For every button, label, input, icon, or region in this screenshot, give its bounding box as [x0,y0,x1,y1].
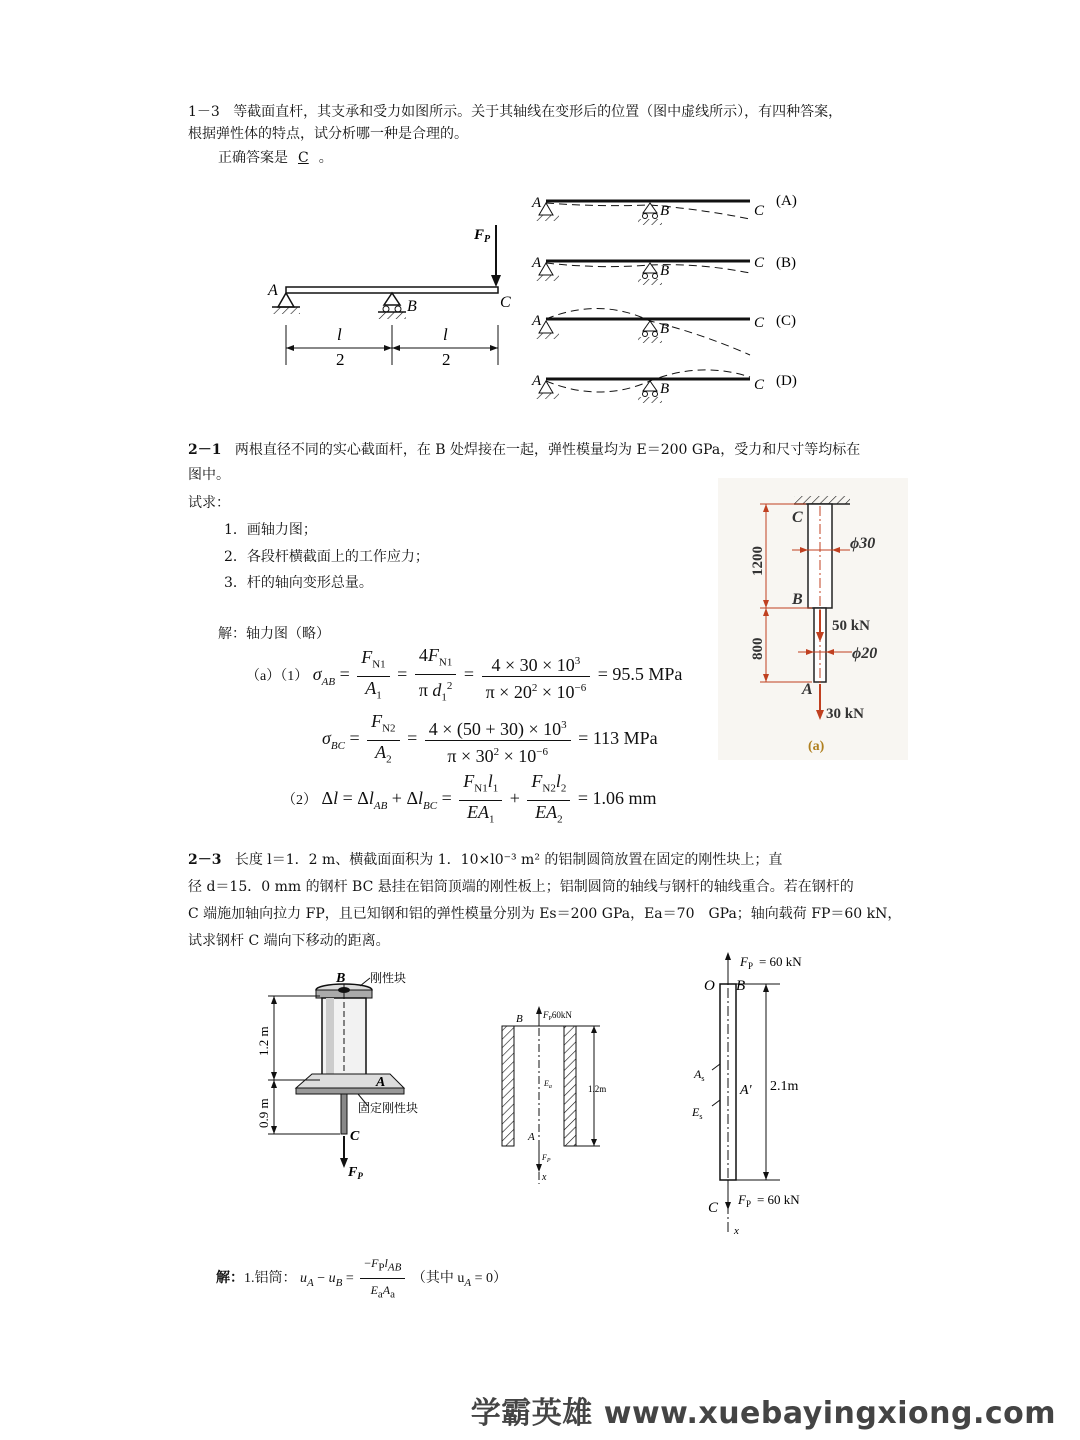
p13-answer-prefix: 正确答案是 [218,150,288,166]
p21-label: 2－1 [188,442,222,458]
p21-label-b: B [792,591,803,608]
p23-fig3-x: x [734,1225,739,1235]
opt-d-label-b: B [660,381,670,397]
p23-fig2-a: A [528,1131,535,1143]
p23-line3: C 端施加轴向拉力 FP，且已知钢和铝的弹性模量分别为 Es＝200 GPa，Ea＝70 GPa；轴向载荷 FP＝60 kN， [188,906,902,922]
p13-answer: C [298,150,309,166]
p23-line4: 试求钢杆 C 端向下移动的距离。 [188,933,390,949]
p23-fig2-fp: $F_P60kN$ [543,1010,572,1022]
p23-fig3-o: O [704,978,715,994]
p21-len-800: 800 [750,637,766,660]
p21-label-a: A [802,681,813,698]
p23-label: 2－3 [188,852,222,868]
p13-label-c: C [500,294,511,311]
eq3-result: = 1.06 mm [577,788,657,809]
p23-sol-note2: = 0） [474,1271,507,1287]
opt-a-label-a: A [532,195,542,211]
opt-d-label-c: C [754,377,765,393]
p21-eq2: $\sigma_{BC}$ = $\frac{F_{N2}}{A_2}$ = $\frac{4 \times (50 + 30) \times 10^3}{\pi \times 30^2 \times 10^{-6}}$ = 113 MPa [322,711,658,766]
p23-fig2-x: x [542,1172,547,1183]
p23-line2: 径 d＝15．0 mm 的钢杆 BC 悬挂在铝筒顶端的刚性板上；铝制圆筒的轴线与钢杆的轴线重合。若在钢杆的 [188,879,854,895]
p23-fig1-fixed: 固定刚性块 [358,1101,419,1115]
option-b-diagram [531,255,796,285]
p23-fig2-len: 1.2m [588,1084,607,1094]
opt-b-label-b: B [660,263,670,279]
p23-fig3-b: B [736,978,746,994]
p13-dim-21: 2 [336,350,345,369]
p23-fig1-len1: 1.2 m [256,1026,271,1056]
p21-caption: (a) [808,739,825,754]
p23-fig1-a: A [376,1075,386,1090]
p21-text1: 两根直径不同的实心截面杆，在 B 处焊接在一起，弹性模量均为 E＝200 GPa，受力和尺寸等均标在 [234,442,861,458]
p23-fig3-es: $E_s$ [692,1105,703,1121]
p21-d20: ϕ20 [852,645,878,662]
p21-solution-heading: 解：轴力图（略） [218,626,330,642]
p13-label: 1－3 [188,104,220,120]
p23-fig1-c: C [350,1129,360,1144]
opt-c-label-b: B [660,321,670,337]
p23-fig1-len2: 0.9 m [256,1098,271,1128]
p23-fig1-rigid: 刚性块 [370,971,407,985]
p23-fig3-fp-top: $F_P = 60$ kN [740,954,802,971]
option-d-diagram [531,370,797,403]
p13-options-figure [530,185,820,420]
p21-len-1200: 1200 [750,546,766,576]
p13-answer-suffix: 。 [318,150,333,166]
opt-d-label-a: A [532,373,542,389]
p23-fig2-b: B [516,1013,523,1025]
option-a-diagram [531,193,797,225]
p21-f50: 50 kN [832,618,870,634]
p21-item-3: 3．杆的轴向变形总量。 [224,575,373,591]
p13-line1 [188,100,842,124]
p23-fig2-fp-bottom: $F_P$ [542,1153,551,1164]
p23-text1: 长度 l＝1．2 m、横截面面积为 1．10×l0⁻³ m² 的铝制圆筒放置在固定的刚性块上；直 [234,852,783,868]
footer-watermark: 学霸英雄 www.xuebayingxiong.com [470,1396,1056,1431]
opt-b-label-a: A [532,255,542,271]
opt-a-tag: (A) [776,193,797,209]
p21-label-c: C [792,509,803,526]
opt-c-label-a: A [532,313,542,329]
p23-line1 [188,848,782,872]
opt-d-tag: (D) [776,373,797,389]
p21-line2: 图中。 [188,467,230,483]
p21-eq1: （a）（1） $\sigma_{AB}$ = $\frac{F_{N1}}{A_1}$ = $\frac{4F_{N1}}{\pi d_1^2}$ = $\frac{4 \times 30 \times 10^3}{\pi \times 20^2 \times 10^{-6}}$ = 95.5 MPa [246,645,683,704]
p13-line2: 根据弹性体的特点，试分析哪一种是合理的。 [188,126,468,142]
p13-dim-l1: l [337,325,342,344]
opt-c-tag: (C) [776,313,796,329]
opt-a-label-c: C [754,203,765,219]
p23-rod-figure [690,950,850,1235]
opt-a-label-b: B [660,203,670,219]
p13-fp-label: $F_P$ [474,227,491,245]
p21-f30: 30 kN [826,706,864,722]
eq3-label: （2） [282,793,317,809]
eq1-result: = 95.5 MPa [597,664,683,685]
opt-b-label-c: C [754,255,765,271]
p13-text1: 等截面直杆，其支承和受力如图所示。关于其轴线在变形后的位置（图中虚线所示），有四种答案， [233,104,843,120]
p23-sol-text: 1.铝筒： [244,1271,297,1287]
p13-label-b: B [407,298,417,315]
p13-dim-22: 2 [442,350,451,369]
p23-assembly-figure [250,970,425,1180]
p23-sol-note: （其中 u [411,1271,465,1287]
p21-item-2: 2．各段杆横截面上的工作应力； [224,549,429,565]
p23-fig3-aprime: A' [740,1083,752,1098]
option-c-diagram [531,308,796,355]
p23-fig3-as: $A_s$ [694,1067,705,1083]
p23-tube-figure [490,1000,630,1190]
p21-line1 [188,438,860,462]
p23-fig3-len: 2.1m [770,1079,799,1094]
eq2-result: = 113 MPa [578,728,658,749]
p13-beam-figure [262,215,522,380]
p23-fig3-fp-bottom: $F_P = 60$ kN [738,1192,800,1209]
p13-answer-line [218,146,333,170]
p13-dim-l2: l [443,325,448,344]
p21-eq3: （2） $\Delta l = \Delta l_{AB} + \Delta l_{BC}$ = $\frac{F_{N1}l_1}{EA_1}$ + $\frac{F_{N2}l_2}{EA_2}$ = 1.06 mm [282,771,657,826]
p23-sol-label: 解： [216,1271,244,1287]
p13-label-a: A [268,282,278,299]
p21-d30: ϕ30 [850,535,876,552]
p23-fig2-ea: $E_a$ [544,1079,552,1090]
opt-b-tag: (B) [776,255,796,271]
p21-item-1: 1．画轴力图； [224,522,317,538]
p21-ask: 试求： [188,495,230,511]
opt-c-label-c: C [754,315,765,331]
eq1-label: （a）（1） [246,669,309,685]
p23-fig1-fp: $F_P$ [348,1165,363,1180]
p23-fig1-b: B [336,971,346,986]
p21-bar-figure [718,478,908,760]
p23-fig3-c: C [708,1200,719,1216]
p23-solution: 解：1.铝筒： $u_A - u_B$ = $\frac{-F_Pl_{AB}}{E_aA_a}$ （其中 $u_A = 0$） [216,1252,507,1306]
